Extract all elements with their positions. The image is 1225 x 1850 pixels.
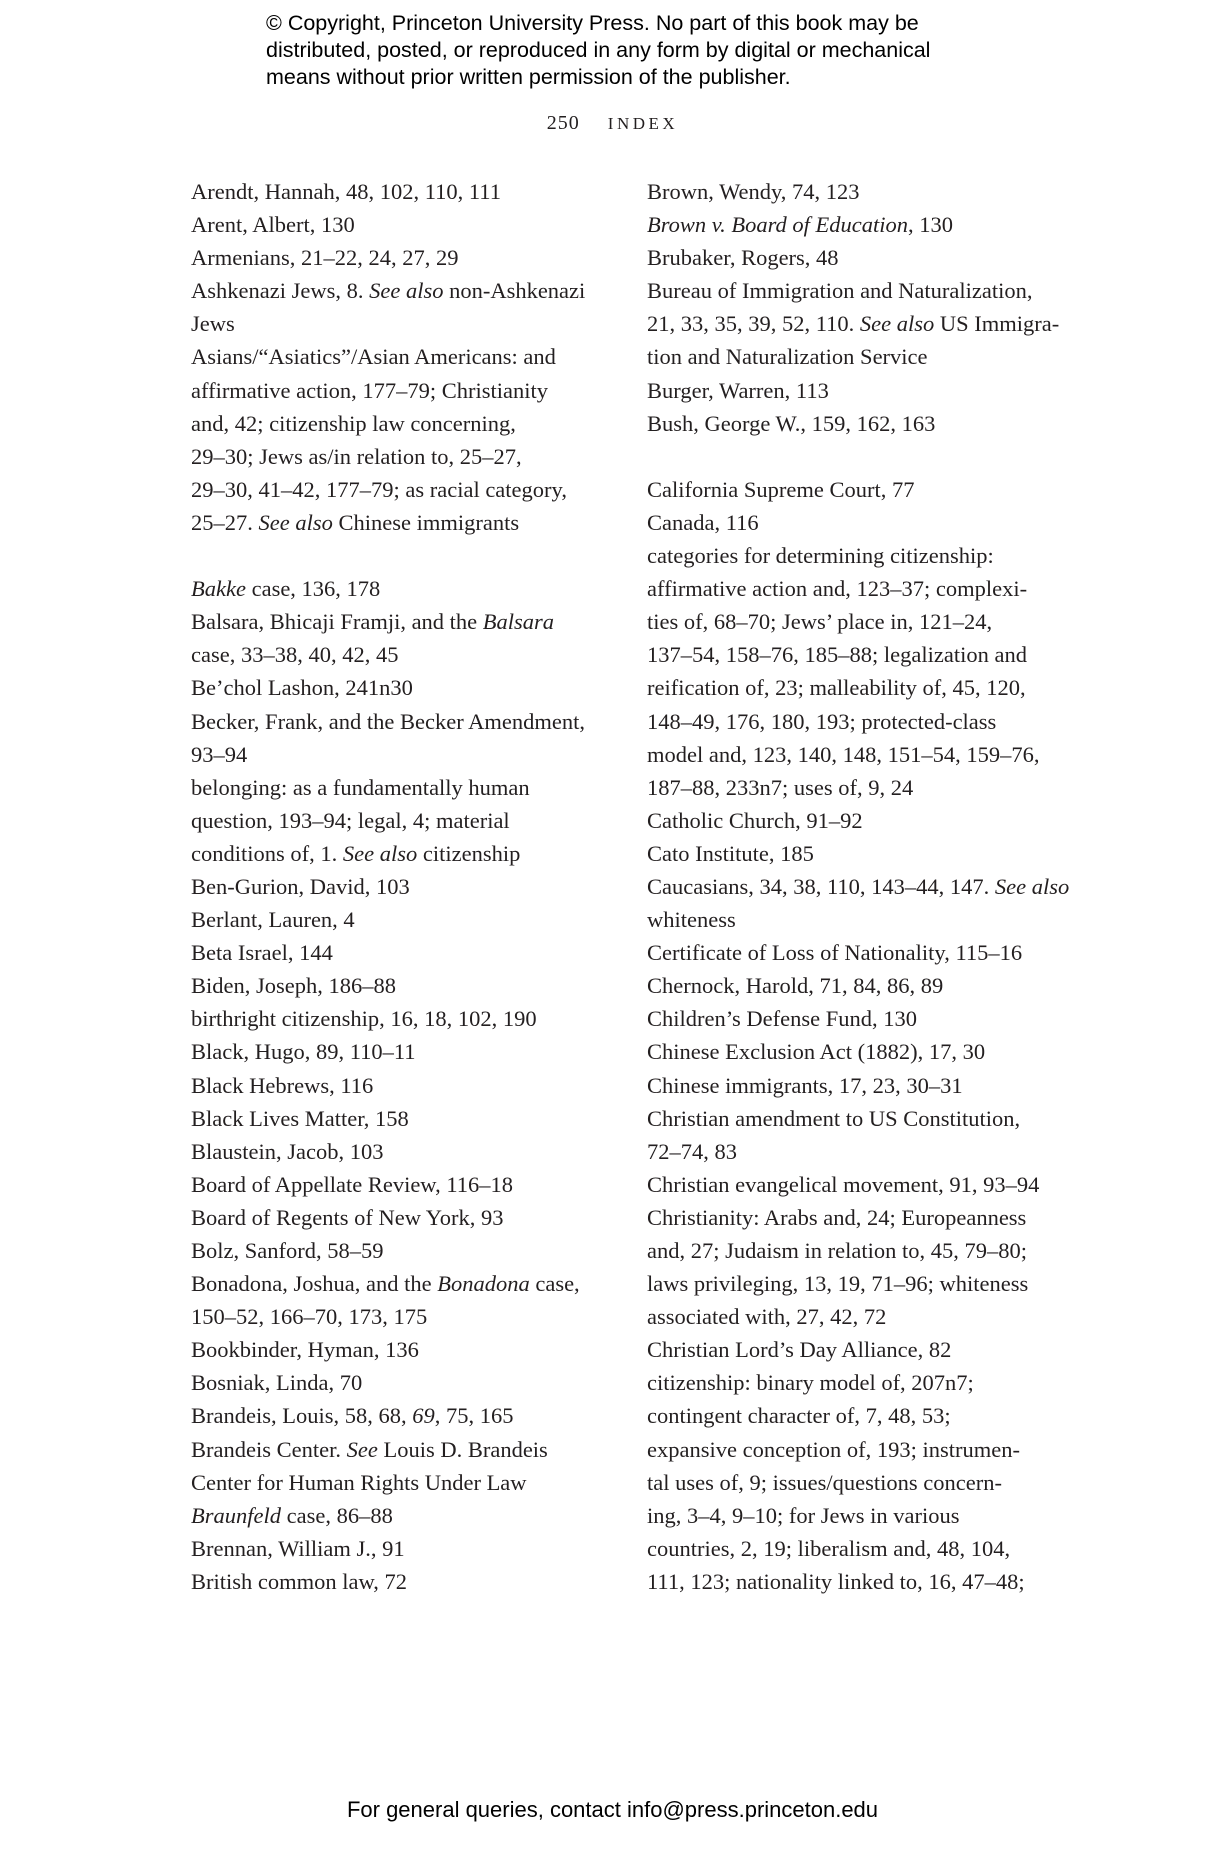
index-entry <box>647 506 1087 539</box>
index-entry-line: Brown, Wendy, 74, 123 <box>647 179 860 204</box>
index-entry <box>647 241 1087 274</box>
index-entry-line: Canada, 116 <box>647 509 759 535</box>
index-entry-line: Brubaker, Rogers, 48 <box>647 245 839 271</box>
index-entry <box>647 969 1087 1002</box>
index-entry <box>647 837 1087 870</box>
index-entry-line: 25–27. See also Chinese immigrants <box>191 509 520 535</box>
index-entry <box>191 1069 631 1102</box>
index-entry <box>191 903 631 936</box>
index-entry-line: 148–49, 176, 180, 193; protected-class <box>647 708 997 734</box>
index-entry <box>191 1565 631 1598</box>
index-entry-line: Christian Lord’s Day Alliance, 82 <box>647 1337 952 1363</box>
index-entry-line: case, 33–38, 40, 42, 45 <box>191 642 399 668</box>
index-entry <box>191 241 631 274</box>
index-entry <box>647 175 1087 208</box>
index-entry-line: Balsara, Bhicaji Framji, and the Balsara <box>191 609 555 635</box>
footer-contact: For general queries, contact info@press.princeton.edu <box>346 1797 879 1822</box>
index-entry-line: reification of, 23; malleability of, 45, 120, <box>647 675 1026 701</box>
index-entry-line: affirmative action and, 123–37; complexi- <box>647 576 1028 602</box>
index-entry-line: Cato Institute, 185 <box>647 840 814 866</box>
index-entry <box>191 274 631 340</box>
index-entry-line: Chinese Exclusion Act (1882), 17, 30 <box>647 1039 986 1065</box>
index-entry <box>647 539 1087 804</box>
index-entry <box>647 208 1087 241</box>
index-entry-line: laws privileging, 13, 19, 71–96; whiteness <box>647 1271 1029 1297</box>
index-entry <box>191 1499 631 1532</box>
index-entry <box>191 1267 631 1333</box>
index-entry <box>647 1035 1087 1068</box>
index-entry-line: Be’chol Lashon, 241n30 <box>191 675 413 701</box>
index-entry-line: Certificate of Loss of Nationality, 115–16 <box>647 940 1023 966</box>
index-entry <box>647 936 1087 969</box>
index-entry-line: Christian amendment to US Constitution, <box>647 1105 1021 1131</box>
index-entry-line: Bush, George W., 159, 162, 163 <box>647 410 936 436</box>
index-entry <box>647 1102 1087 1168</box>
copyright-line: means without prior written permission of the publisher. <box>266 65 791 89</box>
index-entry-line: Ben-Gurion, David, 103 <box>191 873 410 899</box>
index-entry-line: whiteness <box>647 907 736 933</box>
index-entry <box>191 671 631 704</box>
index-entry-line: and, 42; citizenship law concerning, <box>191 410 516 436</box>
index-entry-line: affirmative action, 177–79; Christianity <box>191 377 549 403</box>
index-entry-line: 29–30, 41–42, 177–79; as racial category, <box>191 476 567 502</box>
index-entry <box>647 1002 1087 1035</box>
index-entry-line: Brandeis Center. See Louis D. Brandeis <box>191 1436 548 1462</box>
index-entry <box>191 1366 631 1399</box>
index-entry <box>647 1201 1087 1333</box>
index-entry <box>191 1168 631 1201</box>
index-entry-line: Brown v. Board of Education, 130 <box>647 212 954 238</box>
index-entry-line: Children’s Defense Fund, 130 <box>647 1006 917 1032</box>
index-entry <box>191 1532 631 1565</box>
index-entry-line: Becker, Frank, and the Becker Amendment, <box>191 708 585 734</box>
index-entry-line: birthright citizenship, 16, 18, 102, 190 <box>191 1006 537 1032</box>
index-entry-line: 150–52, 166–70, 173, 175 <box>191 1304 428 1330</box>
index-entry <box>647 1069 1087 1102</box>
index-entry-line: Burger, Warren, 113 <box>647 377 829 403</box>
index-entry <box>191 175 631 208</box>
index-entry-line: Arendt, Hannah, 48, 102, 110, 111 <box>191 179 501 204</box>
index-entry-line: California Supreme Court, 77 <box>647 476 915 502</box>
index-entry-line: Bookbinder, Hyman, 136 <box>191 1337 419 1363</box>
index-entry <box>647 804 1087 837</box>
running-head <box>0 112 1225 135</box>
index-entry <box>191 1135 631 1168</box>
index-entry-line: Blaustein, Jacob, 103 <box>191 1138 384 1164</box>
index-entry <box>647 870 1087 936</box>
index-entry <box>647 473 1087 506</box>
index-entry <box>647 407 1087 440</box>
index-entry-line: 21, 33, 35, 39, 52, 110. See also US Immigra- <box>647 311 1060 337</box>
index-entry-line: Black Hebrews, 116 <box>191 1072 374 1098</box>
index-entry <box>191 572 631 605</box>
index-entry-line: categories for determining citizenship: <box>647 543 994 569</box>
index-entry-line: 72–74, 83 <box>647 1138 737 1164</box>
index-entry-line: model and, 123, 140, 148, 151–54, 159–76, <box>647 741 1040 767</box>
index-entry-line: Brennan, William J., 91 <box>191 1535 405 1561</box>
index-entry-line: Beta Israel, 144 <box>191 940 333 966</box>
index-entry-line: 29–30; Jews as/in relation to, 25–27, <box>191 443 522 469</box>
index-entry-line: 93–94 <box>191 741 248 767</box>
index-entry-line: Ashkenazi Jews, 8. See also non-Ashkenazi <box>191 278 586 304</box>
index-entry <box>191 1234 631 1267</box>
page-number: 250 <box>546 112 580 134</box>
index-entry-line: Biden, Joseph, 186–88 <box>191 973 396 999</box>
index-entry-line: Caucasians, 34, 38, 110, 143–44, 147. See also <box>647 873 1070 899</box>
index-entry <box>647 274 1087 373</box>
index-entry-line: 111, 123; nationality linked to, 16, 47–48; <box>647 1568 1025 1594</box>
index-entry-line: tion and Naturalization Service <box>647 344 928 370</box>
index-entry-line: Brandeis, Louis, 58, 68, 69, 75, 165 <box>191 1403 514 1429</box>
index-entry-line: Board of Regents of New York, 93 <box>191 1204 504 1230</box>
index-entry-line: associated with, 27, 42, 72 <box>647 1304 887 1330</box>
index-entry <box>191 936 631 969</box>
index-entry-line: countries, 2, 19; liberalism and, 48, 104, <box>647 1535 1011 1561</box>
index-entry <box>191 1102 631 1135</box>
index-entry-line: Board of Appellate Review, 116–18 <box>191 1171 514 1197</box>
copyright-line: distributed, posted, or reproduced in any form by digital or mechanical <box>266 38 931 62</box>
index-entry <box>647 1366 1087 1598</box>
index-entry <box>191 1399 631 1432</box>
index-entry <box>191 1433 631 1499</box>
index-column-right <box>647 175 1087 1598</box>
index-entry-line: Catholic Church, 91–92 <box>647 807 863 833</box>
index-entry-line: British common law, 72 <box>191 1568 408 1594</box>
index-entry <box>191 605 631 671</box>
index-entry <box>191 1333 631 1366</box>
index-entry-line: citizenship: binary model of, 207n7; <box>647 1370 974 1396</box>
index-entry-line: Chernock, Harold, 71, 84, 86, 89 <box>647 973 944 999</box>
index-entry <box>647 1168 1087 1201</box>
index-entry-line: Bolz, Sanford, 58–59 <box>191 1238 384 1263</box>
index-entry-line: tal uses of, 9; issues/questions concern- <box>647 1469 1002 1495</box>
copyright-notice <box>266 10 1026 91</box>
index-entry <box>191 969 631 1002</box>
index-entry-line: Chinese immigrants, 17, 23, 30–31 <box>647 1072 963 1098</box>
index-entry <box>191 340 631 539</box>
letter-group-gap <box>191 539 631 572</box>
index-entry-line: conditions of, 1. See also citizenship <box>191 840 521 866</box>
index-entry <box>191 208 631 241</box>
index-entry <box>191 1035 631 1068</box>
index-entry-line: Black Lives Matter, 158 <box>191 1105 409 1131</box>
index-entry-line: 137–54, 158–76, 185–88; legalization and <box>647 642 1027 668</box>
index-entry-line: Black, Hugo, 89, 110–11 <box>191 1039 416 1065</box>
index-entry-line: Christianity: Arabs and, 24; Europeanness <box>647 1204 1027 1230</box>
index-entry <box>647 374 1087 407</box>
index-entry-line: expansive conception of, 193; instrumen- <box>647 1436 1021 1462</box>
index-entry-line: Berlant, Lauren, 4 <box>191 907 355 933</box>
index-column-left <box>191 175 631 1598</box>
page-title: INDEX <box>607 114 679 133</box>
index-entry-line: Armenians, 21–22, 24, 27, 29 <box>191 245 459 271</box>
index-entry-line: ties of, 68–70; Jews’ place in, 121–24, <box>647 609 993 635</box>
index-entry-line: and, 27; Judaism in relation to, 45, 79–80; <box>647 1238 1027 1263</box>
index-entry-line: Bakke case, 136, 178 <box>191 576 381 602</box>
index-entry <box>647 1333 1087 1366</box>
index-entry <box>191 1201 631 1234</box>
letter-group-gap <box>647 440 1087 473</box>
index-entry-line: Asians/“Asiatics”/Asian Americans: and <box>191 344 556 370</box>
index-entry <box>191 1002 631 1035</box>
index-entry-line: Bonadona, Joshua, and the Bonadona case, <box>191 1271 580 1297</box>
index-entry-line: belonging: as a fundamentally human <box>191 774 530 800</box>
index-entry <box>191 870 631 903</box>
index-entry <box>191 705 631 771</box>
index-entry-line: Center for Human Rights Under Law <box>191 1469 527 1495</box>
index-entry <box>191 771 631 870</box>
index-entry-line: Jews <box>191 311 235 337</box>
index-entry-line: Christian evangelical movement, 91, 93–94 <box>647 1171 1040 1197</box>
index-entry-line: contingent character of, 7, 48, 53; <box>647 1403 951 1429</box>
index-entry-line: Braunfeld case, 86–88 <box>191 1502 393 1528</box>
index-entry-line: Arent, Albert, 130 <box>191 212 355 238</box>
index-entry-line: Bosniak, Linda, 70 <box>191 1370 363 1396</box>
index-entry-line: question, 193–94; legal, 4; material <box>191 807 510 833</box>
copyright-line: © Copyright, Princeton University Press. No part of this book may be <box>266 11 919 35</box>
index-entry-line: ing, 3–4, 9–10; for Jews in various <box>647 1502 960 1528</box>
index-entry-line: Bureau of Immigration and Naturalization, <box>647 278 1033 304</box>
index-entry-line: 187–88, 233n7; uses of, 9, 24 <box>647 774 914 800</box>
